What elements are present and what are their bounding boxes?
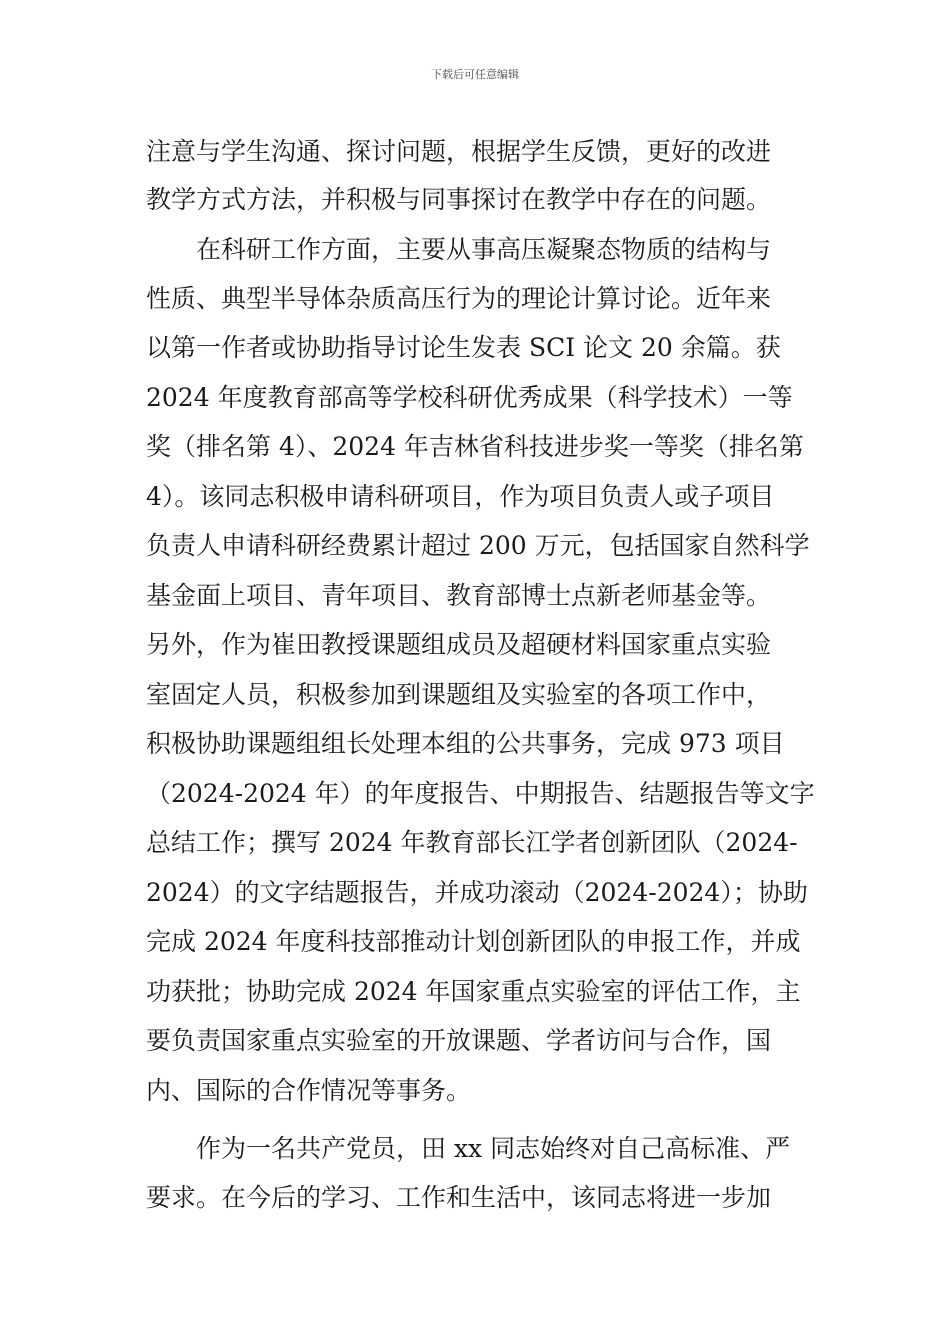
text-line: 基金面上项目、青年项目、教育部博士点新老师基金等。 [146, 581, 772, 610]
paragraph-start-line: 作为一名共产党员，田 xx 同志始终对自己高标准、严 [196, 1134, 791, 1163]
text-line: 要负责国家重点实验室的开放课题、学者访问与合作，国 [146, 1026, 772, 1055]
text-line: 教学方式方法，并积极与同事探讨在教学中存在的问题。 [146, 185, 772, 214]
text-line: 总结工作；撰写 2024 年教育部长江学者创新团队（2024- [146, 828, 798, 857]
text-line: 完成 2024 年度科技部推动计划创新团队的申报工作，并成 [146, 927, 801, 956]
text-line: （2024-2024 年）的年度报告、中期报告、结题报告等文字 [146, 779, 815, 808]
text-line: 奖（排名第 4）、2024 年吉林省科技进步奖一等奖（排名第 [146, 432, 804, 461]
text-line: 注意与学生沟通、探讨问题，根据学生反馈，更好的改进 [146, 137, 772, 166]
paragraph-start-line: 在科研工作方面，主要从事高压凝聚态物质的结构与 [196, 235, 772, 264]
text-line: 2024 年度教育部高等学校科研优秀成果（科学技术）一等 [146, 383, 793, 412]
text-line: 内、国际的合作情况等事务。 [146, 1076, 472, 1105]
text-line: 负责人申请科研经费累计超过 200 万元，包括国家自然科学 [146, 531, 810, 560]
text-line: 4）。该同志积极申请科研项目，作为项目负责人或子项目 [146, 482, 775, 511]
text-line: 功获批；协助完成 2024 年国家重点实验室的评估工作，主 [146, 977, 801, 1006]
text-line: 室固定人员，积极参加到课题组及实验室的各项工作中， [146, 680, 772, 709]
text-line: 另外，作为崔田教授课题组成员及超硬材料国家重点实验 [146, 630, 772, 659]
text-line: 以第一作者或协助指导讨论生发表 SCI 论文 20 余篇。获 [146, 333, 781, 362]
text-line: 性质、典型半导体杂质高压行为的理论计算讨论。近年来 [146, 284, 772, 313]
text-line: 2024）的文字结题报告，并成功滚动（2024-2024）；协助 [146, 878, 808, 907]
text-line: 积极协助课题组组长处理本组的公共事务，完成 973 项目 [146, 729, 785, 758]
text-line: 要求。在今后的学习、工作和生活中，该同志将进一步加 [146, 1183, 772, 1212]
page-header-note: 下载后可任意编辑 [431, 68, 519, 81]
